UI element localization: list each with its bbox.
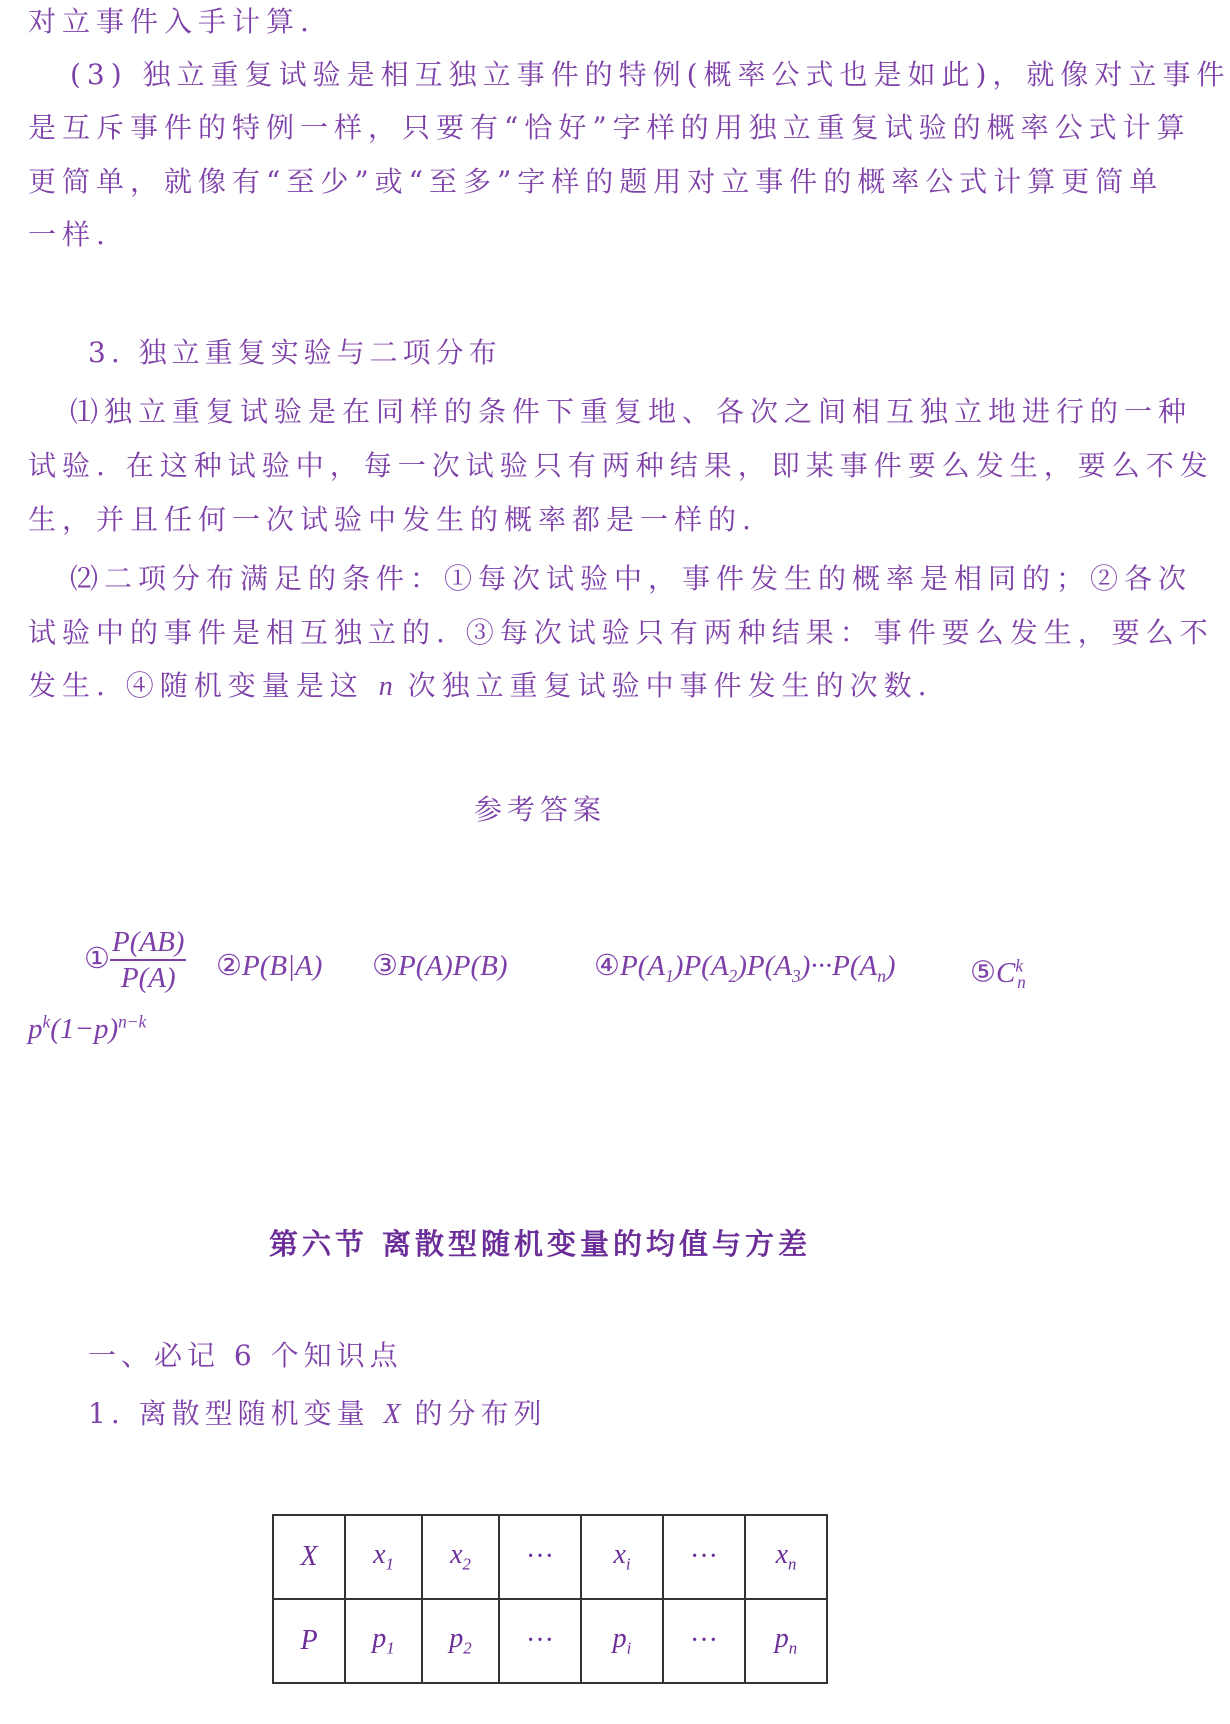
circled-number: ④ [594,948,620,982]
cell-text: x [613,1539,626,1571]
text-line: 试验中的事件是相互独立的. ③每次试验只有两种结果：事件要么发生，要么不 [28,616,1214,649]
subscript: 2 [728,965,738,986]
table-row [273,1599,827,1683]
cell-text: x [450,1539,463,1571]
subscript: 2 [463,1638,472,1658]
formula: P(A)P(B) [398,950,508,982]
cell-text: p [372,1623,387,1655]
fraction-denominator: P(A) [120,962,176,994]
combination-symbol [996,955,1026,993]
cell-text: p [612,1623,627,1655]
subscript: 1 [386,1638,395,1658]
fraction-numerator: P(AB) [110,925,186,961]
fraction [110,925,186,995]
table-cell: ··· [663,1515,745,1599]
cell-text: x [373,1539,386,1571]
formula-part: P(A [620,950,666,982]
table-cell [581,1599,663,1683]
text-segment: 的分布列 [400,1397,547,1430]
text-line: 生，并且任何一次试验中发生的概率都是一样的. [28,503,757,536]
subsection-heading: 3. 独立重复实验与二项分布 [88,336,502,369]
subscript: 2 [462,1554,471,1574]
answer-3 [372,945,508,986]
formula-part: p [28,1012,43,1045]
text-line: 对立事件入手计算. [28,5,315,38]
subscript: 1 [665,965,674,986]
answer-5 [970,945,1026,1002]
superscript: k [42,1011,51,1031]
distribution-table [272,1514,828,1684]
circled-number: ⑤ [970,954,996,989]
answer-1 [84,925,186,995]
table-cell [581,1515,663,1599]
formula-part: (1−p) [50,1012,119,1045]
cell-text: x [775,1539,789,1571]
formula [28,1013,146,1045]
variable-n: n [378,671,393,702]
text-segment: 1. 离散型随机变量 [88,1397,384,1430]
table-cell [422,1515,499,1599]
table-cell: ··· [499,1599,581,1683]
formula: P(B|A) [242,950,323,982]
subscript: 3 [792,965,801,986]
answer-4 [594,945,896,996]
cell-text: p [774,1623,789,1655]
text-line: (3) 独立重复试验是相互独立事件的特例(概率公式也是如此)，就像对立事件 [70,58,1230,91]
formula-part: C [996,956,1016,989]
table-row [273,1515,827,1599]
text-line: 一样. [28,218,111,251]
text-line: ⑵二项分布满足的条件：①每次试验中，事件发生的概率是相同的；②各次 [70,562,1193,595]
table-cell: ··· [499,1515,581,1599]
text-segment: 发生. ④随机变量是这 [28,669,379,702]
answer-5-continued [28,1001,146,1049]
table-cell [745,1599,827,1683]
formula-part: )P(A [673,950,729,982]
formula-part: )P(A [737,950,792,982]
subsection-heading [88,1394,547,1435]
formula-part: ) [885,950,896,982]
superscript: k [1015,955,1024,975]
circled-number: ③ [372,948,398,982]
subscript: n [1017,972,1026,993]
circled-number: ② [216,948,242,982]
table-cell [345,1515,422,1599]
text-line: 试验. 在这种试验中，每一次试验只有两种结果，即某事件要么发生，要么不发 [28,449,1214,482]
text-line: 是互斥事件的特例一样，只要有“恰好”字样的用独立重复试验的概率公式计算 [28,111,1191,144]
circled-number: ① [84,941,110,975]
text-line: 更简单，就像有“至少”或“至多”字样的题用对立事件的概率公式计算更简单 [28,165,1164,198]
section-title: 第六节 离散型随机变量的均值与方差 [268,1227,812,1261]
table-cell [345,1599,422,1683]
subscript: i [625,1554,631,1574]
table-cell [422,1599,499,1683]
subscript: 1 [385,1554,394,1574]
subscript: n [788,1638,798,1658]
table-header-cell: X [273,1515,345,1599]
subscript: i [626,1638,632,1658]
subsection-heading: 一、必记 6 个知识点 [88,1339,403,1372]
variable-X: X [383,1399,401,1430]
formula-part: )···P(A [800,950,878,982]
superscript: n−k [118,1011,147,1031]
subscript: n [788,1554,797,1574]
cell-text: p [449,1623,464,1655]
text-segment: 次独立重复试验中事件发生的次数. [392,669,933,702]
answers-heading: 参考答案 [473,793,606,826]
answer-2 [216,945,322,986]
text-line [28,666,933,707]
formula [620,950,896,986]
table-cell: ··· [663,1599,745,1683]
text-line: ⑴独立重复试验是在同样的条件下重复地、各次之间相互独立地进行的一种 [70,395,1193,428]
table-cell [745,1515,827,1599]
subscript: n [877,965,886,986]
table-header-cell: P [273,1599,345,1683]
